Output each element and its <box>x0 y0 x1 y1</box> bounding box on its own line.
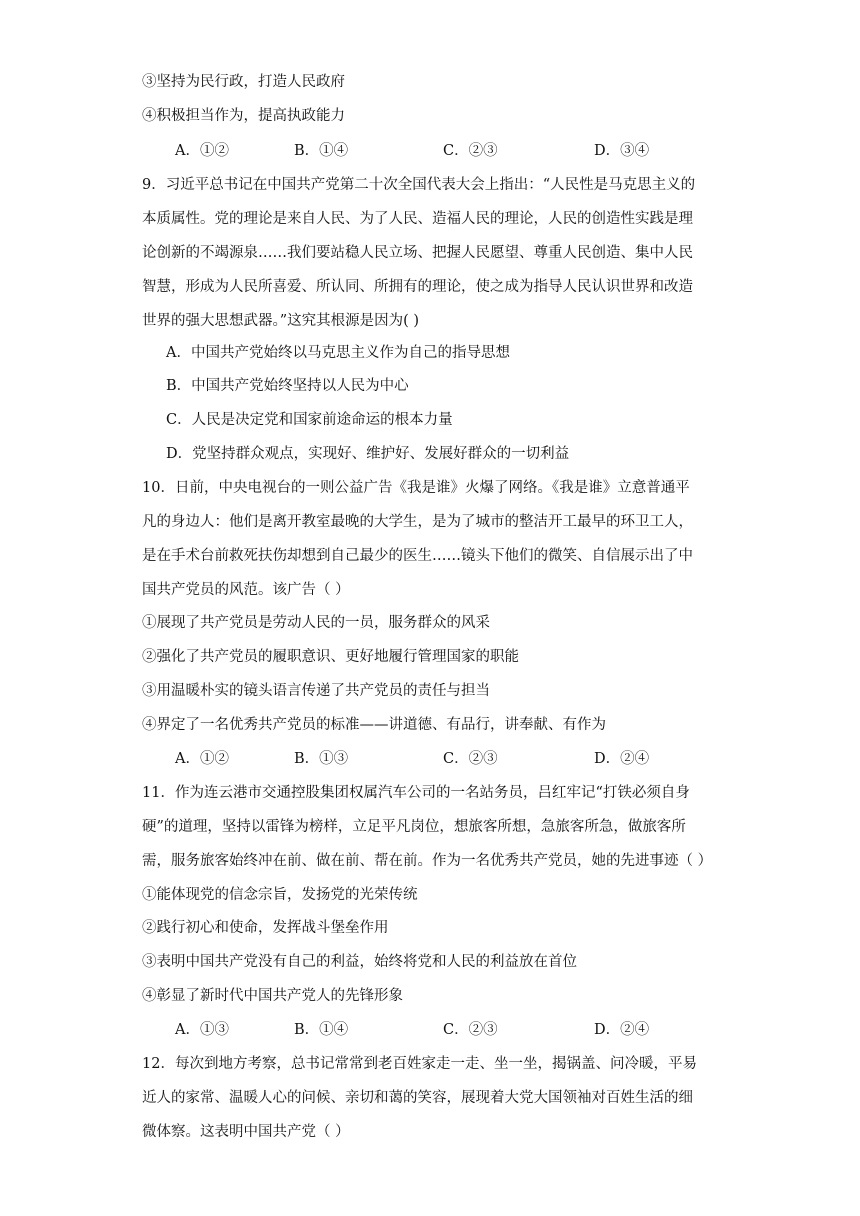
q11-choice-b[interactable]: B．①④ <box>294 1022 349 1038</box>
q9-stem-line: 智慧，形成为人民所喜爱、所认同、所拥有的理论，使之成为指导人民认识世界和改造 <box>142 279 693 295</box>
q10-choice-d[interactable]: D．②④ <box>594 751 650 767</box>
q11-stem-line: 硬”的道理，坚持以雷锋为榜样，立足平凡岗位，想旅客所想，急旅客所急，做旅客所 <box>142 819 686 835</box>
q10-stem-line: 是在手术台前救死扶伤却想到自己最少的医生……镜头下他们的微笑、自信展示出了中 <box>142 548 693 564</box>
q11-choices <box>0 1020 860 1040</box>
q9-stem-line: 9．习近平总书记在中国共产党第二十次全国代表大会上指出：“人民性是马克思主义的 <box>142 177 696 193</box>
q11-statement-2: ②践行初心和使命，发挥战斗堡垒作用 <box>142 920 389 936</box>
q12-stem-line: 近人的家常、温暖人心的问候、亲切和蔼的笑容，展现着大党大国领袖对百姓生活的细 <box>142 1090 693 1106</box>
q9-option-b[interactable]: B．中国共产党始终坚持以人民为中心 <box>166 378 409 394</box>
q8-choice-c[interactable]: C．②③ <box>443 143 498 159</box>
q10-choices <box>0 749 860 769</box>
q10-statement-1: ①展现了共产党员是劳动人民的一员，服务群众的风采 <box>142 615 490 631</box>
q8-statement-3: ③坚持为民行政，打造人民政府 <box>142 74 345 90</box>
q9-stem-line: 世界的强大思想武器。”这究其根源是因为( ) <box>142 313 420 329</box>
q12-stem-line: 12．每次到地方考察，总书记常常到老百姓家走一走、坐一坐，揭锅盖、问冷暖，平易 <box>142 1056 697 1072</box>
q8-choices <box>0 141 860 161</box>
q8-choice-d[interactable]: D．③④ <box>594 143 650 159</box>
q9-stem-line: 论创新的不竭源泉……我们要站稳人民立场、把握人民愿望、尊重人民创造、集中人民 <box>142 245 693 261</box>
q11-statement-1: ①能体现党的信念宗旨，发扬党的光荣传统 <box>142 887 418 903</box>
q10-statement-2: ②强化了共产党员的履职意识、更好地履行管理国家的职能 <box>142 649 519 665</box>
q11-statement-4: ④彰显了新时代中国共产党人的先锋形象 <box>142 988 403 1004</box>
q10-choice-a[interactable]: A．①② <box>175 751 229 767</box>
q9-option-a[interactable]: A．中国共产党始终以马克思主义作为自己的指导思想 <box>166 345 510 361</box>
q11-stem-line: 需，服务旅客始终冲在前、做在前、帮在前。作为一名优秀共产党员，她的先进事迹（ ） <box>142 853 713 869</box>
q12-stem-line: 微体察。这表明中国共产党（ ） <box>142 1124 350 1140</box>
q10-statement-3: ③用温暖朴实的镜头语言传递了共产党员的责任与担当 <box>142 683 490 699</box>
q9-option-c[interactable]: C．人民是决定党和国家前途命运的根本力量 <box>166 412 453 428</box>
q10-choice-c[interactable]: C．②③ <box>443 751 498 767</box>
q11-statement-3: ③表明中国共产党没有自己的利益，始终将党和人民的利益放在首位 <box>142 954 577 970</box>
q10-stem-line: 凡的身边人：他们是离开教室最晚的大学生，是为了城市的整洁开工最早的环卫工人， <box>142 514 693 530</box>
q10-choice-b[interactable]: B．①③ <box>294 751 349 767</box>
q8-choice-a[interactable]: A．①② <box>175 143 229 159</box>
q11-stem-line: 11．作为连云港市交通控股集团权属汽车公司的一名站务员，吕红牢记“打铁必须自身 <box>142 785 690 801</box>
q10-stem-line: 10．日前，中央电视台的一则公益广告《我是谁》火爆了网络。《我是谁》立意普通平 <box>142 480 690 496</box>
q11-choice-c[interactable]: C．②③ <box>443 1022 498 1038</box>
q10-stem-line: 国共产党员的风范。该广告（ ） <box>142 582 350 598</box>
q10-statement-4: ④界定了一名优秀共产党员的标准——讲道德、有品行，讲奉献、有作为 <box>142 717 606 733</box>
q8-choice-b[interactable]: B．①④ <box>294 143 349 159</box>
q9-option-d[interactable]: D．党坚持群众观点，实现好、维护好、发展好群众的一切利益 <box>166 446 570 462</box>
q11-choice-d[interactable]: D．②④ <box>594 1022 650 1038</box>
q8-statement-4: ④积极担当作为，提高执政能力 <box>142 108 345 124</box>
q11-choice-a[interactable]: A．①③ <box>175 1022 229 1038</box>
q9-stem-line: 本质属性。党的理论是来自人民、为了人民、造福人民的理论，人民的创造性实践是理 <box>142 211 693 227</box>
